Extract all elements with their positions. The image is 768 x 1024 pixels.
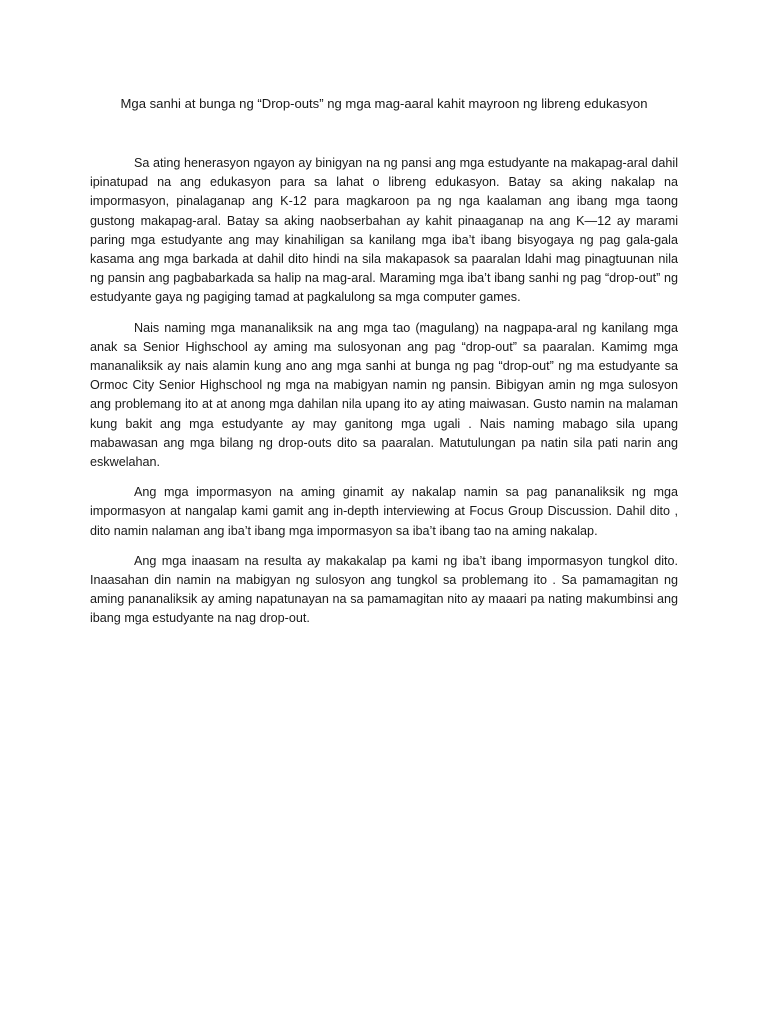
document-body: [90, 154, 678, 640]
document-title: Mga sanhi at bunga ng “Drop-outs” ng mga mag-aaral kahit mayroon ng libreng edukasyon: [120, 96, 648, 111]
paragraph-4: Ang mga inaasam na resulta ay makakalap pa kami ng iba’t ibang impormasyon tungkol dito. Inaasahan din namin na mabigyan ng sulosyon ang tungkol sa problemang ito . Sa pamamagitan ng aming pananaliksik ay aming napatunayan na sa pamamagitan nito ay maaari pa nating makumbinsi ang ibang mga estudyante na nag drop-out.: [90, 553, 678, 626]
paragraph-2: Nais naming mga mananaliksik na ang mga tao (magulang) na nagpapa-aral ng kanilang mga anak sa Senior Highschool ay aming ma sulosyonan ang pag “drop-out” sa paaralan. Kamimg mga mananaliksik ay nais alamin kung ano ang mga sanhi at bunga ng pag “drop-out” ng ma estudyante sa Ormoc City Senior Highschool ng mga na mabigyan namin ng pansin. Bibigyan amin ng mga sulosyon ang problemang ito at at anong mga dahilan nila upang ito ay ating maiwasan. Gusto namin na malaman kung bakit ang mga estudyante ay may ganitong mga ugali . Nais naming mabago sila upang mabawasan ang mga bilang ng drop-outs dito sa paaralan. Matutulungan pa natin sila pati narin ang eskwelahan.: [90, 320, 678, 470]
paragraph-3: Ang mga impormasyon na aming ginamit ay nakalap namin sa pag pananaliksik ng mga impormasyon at nangalap kami gamit ang in-depth interviewing at Focus Group Discussion. Dahil dito , dito namin nalaman ang iba’t ibang mga impormasyon sa iba’t ibang tao na aming nakalap.: [90, 485, 678, 538]
paragraph-1: Sa ating henerasyon ngayon ay binigyan na ng pansi ang mga estudyante na makapag-aral dahil ipinatupad na ang edukasyon para sa lahat o libreng edukasyon. Batay sa aking nakalap na impormasyon, pinalaganap ang K-12 para magkaroon pa ng nga kaalaman ang ibang mga taong gustong makapag-aral. Batay sa aking naobserbahan ay kahit pinaaganap na ang K—12 ay marami paring mga estudyante ang may kinahiligan sa kanilang mga iba’t ibang bisyogaya ng pag gala-gala kasama ang mga barkada at dahil dito hindi na sila makapasok sa paaralan ldahi mag pinagtuunan nila ng pansin ang pagbabarkada sa halip na mag-aral. Maraming mga iba’t ibang sanhi ng pag “drop-out” ng estudyante gaya ng pagiging tamad at pagkalulong sa mga computer games.: [90, 156, 678, 305]
